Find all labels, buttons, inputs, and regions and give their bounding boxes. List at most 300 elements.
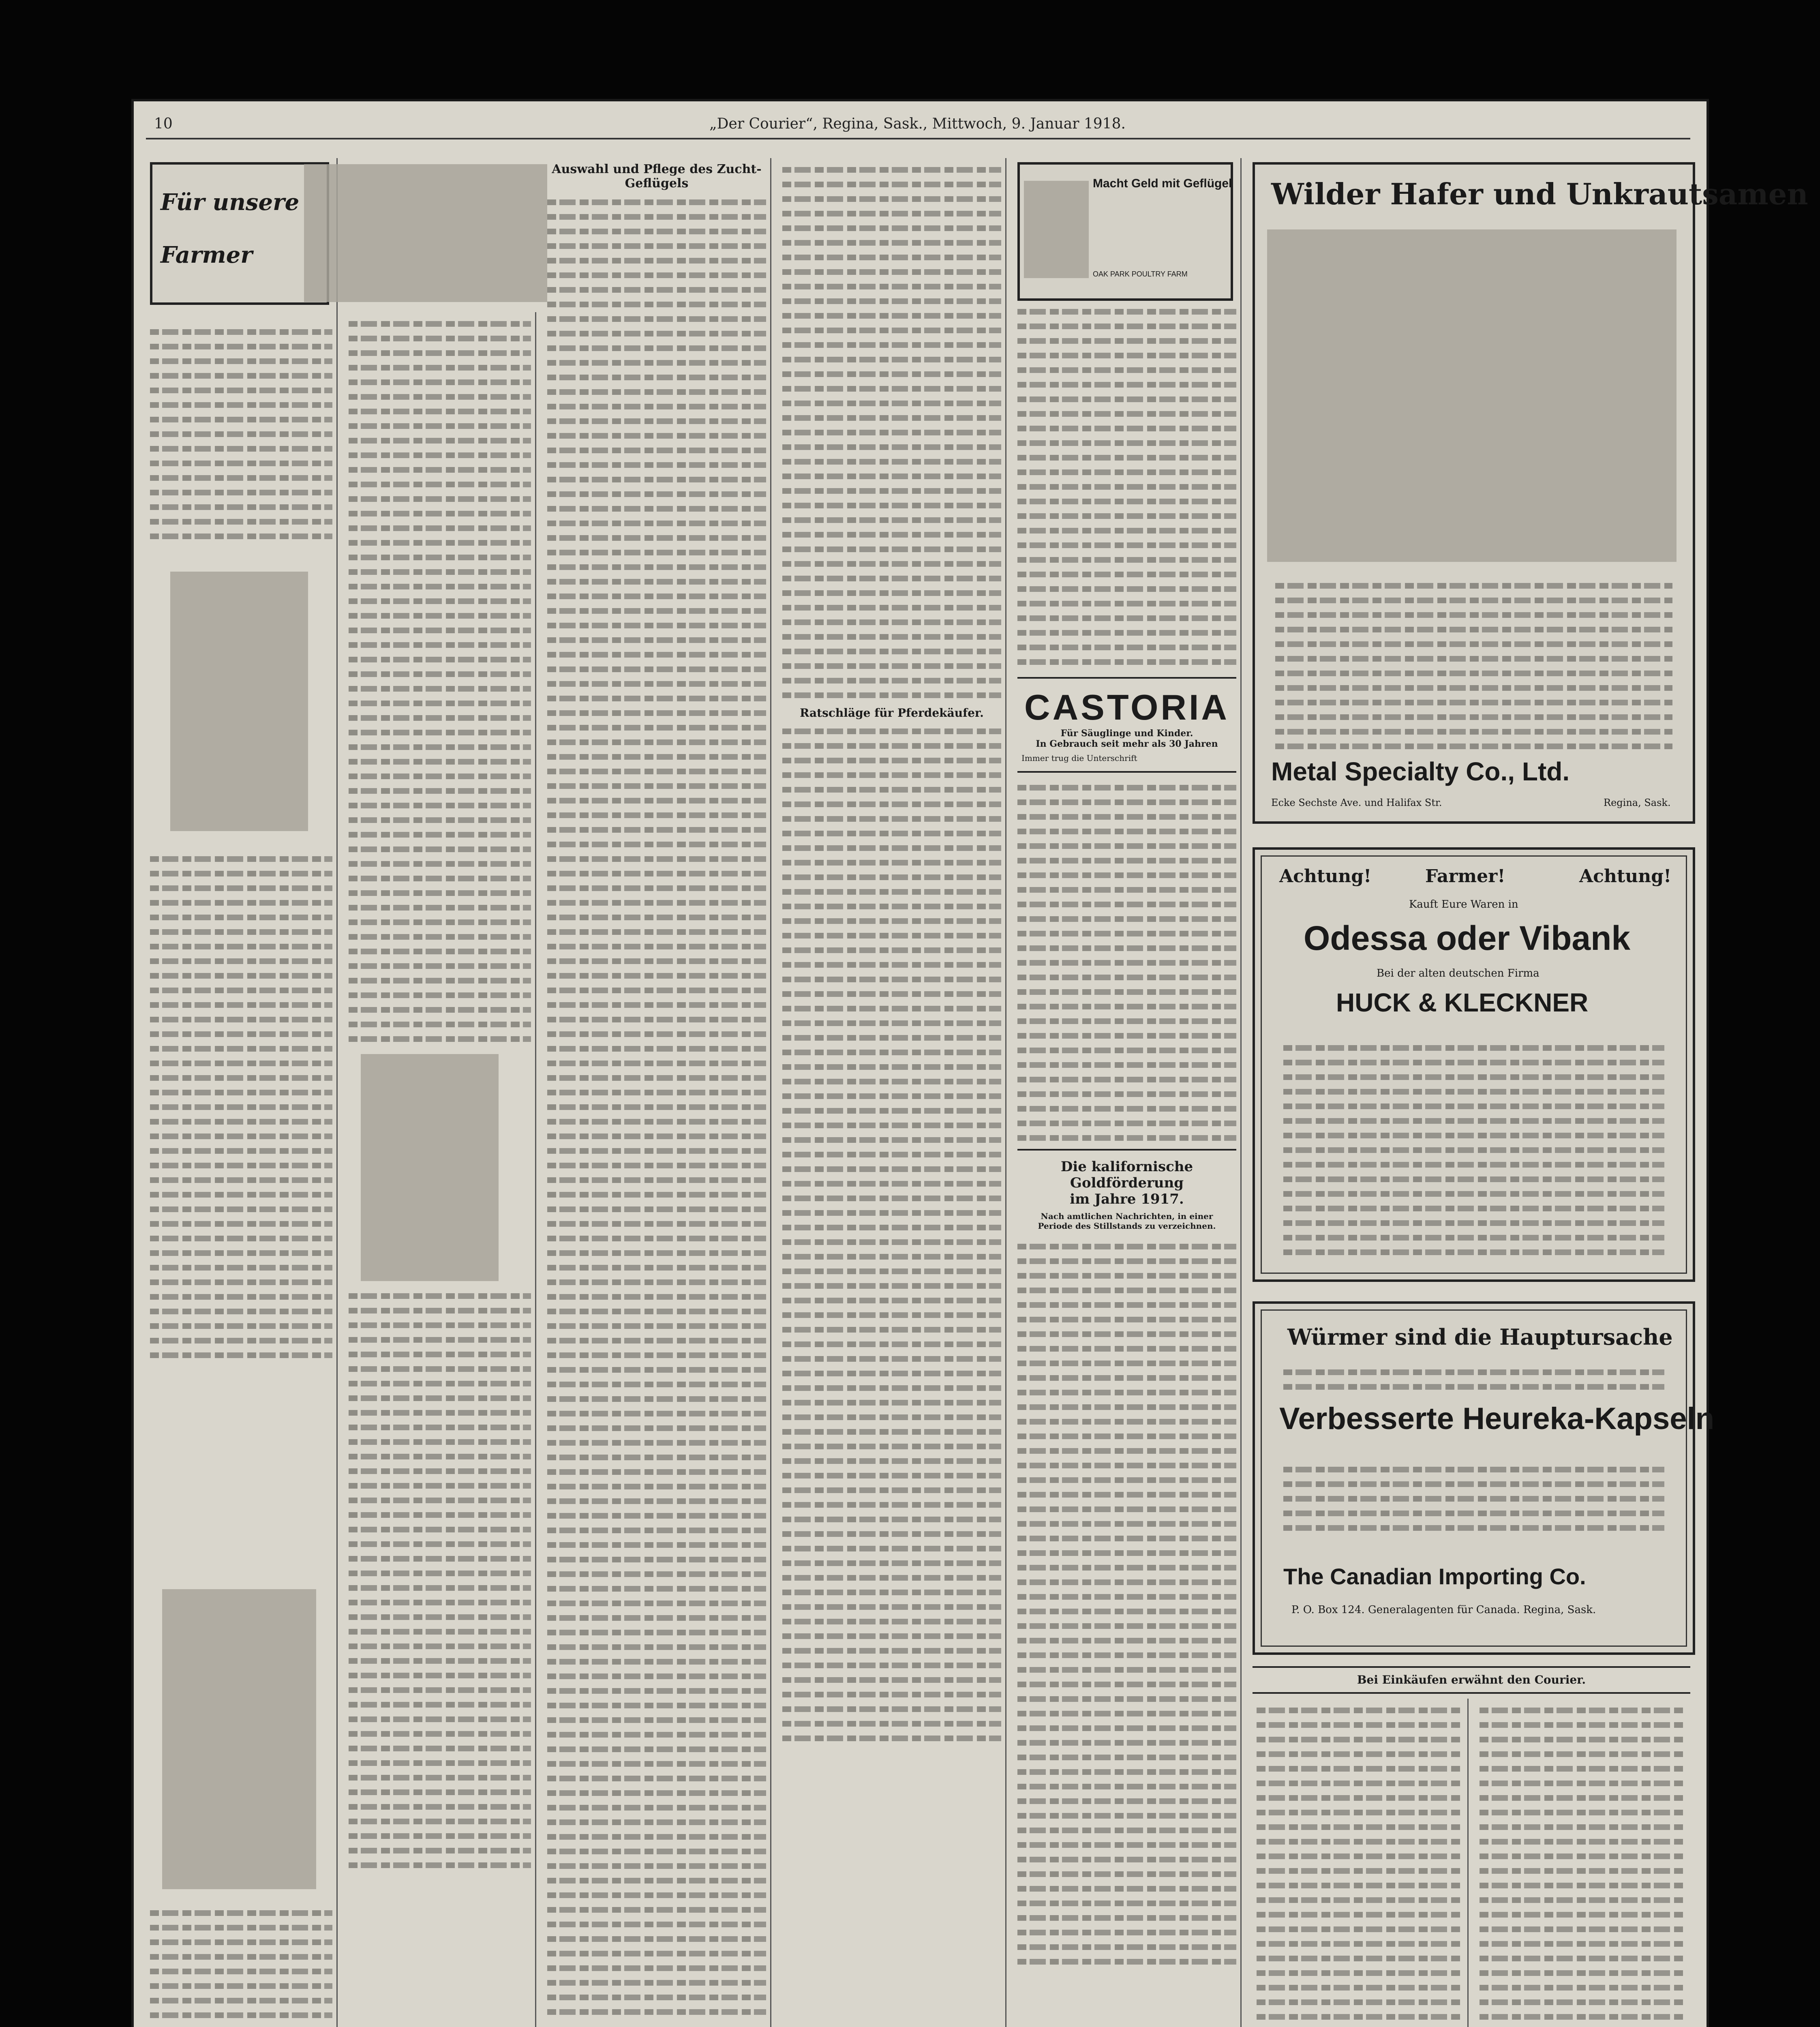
text-line [1257,1781,1463,1786]
text-line [547,258,766,264]
heureka-address: P. O. Box 124. Generalagenten für Canada. Regina, Sask. [1291,1604,1596,1616]
text-line [1283,1045,1664,1051]
text-line [782,1137,1001,1143]
text-line [1017,1091,1236,1097]
text-line [349,657,531,662]
text-line [1257,1912,1463,1918]
text-line [782,1210,1001,1216]
text-line [782,619,1001,625]
text-line [782,933,1001,939]
text-line [547,1309,766,1314]
text-line [782,1064,1001,1070]
text-line [349,1658,531,1664]
text-line [1017,1944,1236,1950]
text-line [1275,656,1672,662]
text-line [1017,1565,1236,1571]
text-line [547,1601,766,1606]
text-line [349,1483,531,1489]
castoria-brand: CASTORIA [1024,687,1229,727]
text-line [547,1133,766,1139]
text-line [547,608,766,614]
text-line [1017,1550,1236,1556]
text-line [782,444,1001,450]
text-line [349,569,531,575]
text-line [547,477,766,482]
text-line [1017,1609,1236,1614]
text-line [150,988,332,993]
text-line [782,1429,1001,1435]
text-line [1283,1249,1664,1255]
text-line [150,1163,332,1168]
text-line [1017,615,1236,621]
text-line [349,540,531,546]
text-line [547,900,766,906]
text-line [1017,872,1236,878]
text-line [1275,598,1672,603]
hafer-ad-company: Metal Specialty Co., Ltd. [1271,757,1570,786]
text-line [547,1279,766,1285]
text-line [782,845,1001,851]
text-line [547,1746,766,1752]
text-line [547,798,766,804]
text-line [1017,1317,1236,1322]
text-line [547,973,766,979]
text-line [782,1356,1001,1362]
text-line [1017,1813,1236,1819]
text-line [349,394,531,400]
text-line [782,342,1001,348]
text-line [782,1706,1001,1712]
text-line [1480,1708,1686,1713]
text-line [782,962,1001,968]
text-line [1480,1853,1686,1859]
text-line [782,758,1001,763]
text-line [1480,1912,1686,1918]
text-line [782,1239,1001,1245]
gold-subtitle: Nach amtlichen Nachrichten, in einer Periode des Stillstands zu verzeichnen. [1038,1211,1216,1231]
text-line [1275,612,1672,618]
illustration-winter-scene [304,164,547,302]
text-line [1017,1492,1236,1498]
text-line [1283,1369,1664,1375]
text-line [547,521,766,526]
text-line [150,1133,332,1139]
text-line [782,1385,1001,1391]
text-line [782,1298,1001,1303]
text-line [547,1031,766,1037]
text-line [1257,1999,1463,2005]
heureka-ad-body [1279,1458,1668,1531]
text-line [349,584,531,589]
text-line [1017,1302,1236,1308]
text-line [150,944,332,949]
text-line [349,1731,531,1737]
text-line [547,1177,766,1183]
text-line [782,743,1001,749]
text-line [1283,1467,1664,1472]
text-line [150,1998,332,2003]
text-line [782,1079,1001,1084]
text-line [1017,601,1236,606]
text-line [547,1075,766,1081]
text-line [547,1323,766,1329]
text-line [547,754,766,760]
text-line [349,1848,531,1853]
text-line [547,1542,766,1548]
text-line [782,1663,1001,1668]
text-line [349,1571,531,1576]
text-line [547,652,766,658]
odessa-ad [1253,847,1695,1282]
text-line [782,1633,1001,1639]
text-line [349,1454,531,1459]
text-line [1017,1033,1236,1039]
text-line [547,1455,766,1460]
text-line [547,1221,766,1227]
text-line [547,725,766,731]
gold-title-line2: im Jahre 1917. [1070,1191,1184,1207]
text-line [1257,1722,1463,1728]
text-line [1017,1769,1236,1775]
text-line [349,467,531,473]
text-line [1283,1147,1664,1153]
text-line [782,1444,1001,1449]
text-line [1017,426,1236,431]
text-line [1283,1176,1664,1182]
text-line [547,637,766,643]
text-line [547,1776,766,1781]
text-line [150,1206,332,1212]
text-line [150,958,332,964]
text-line [1480,1839,1686,1845]
text-line [1283,1496,1664,1502]
text-line [1017,1959,1236,1965]
text-line [1017,353,1236,358]
text-line [150,519,332,525]
text-line [547,462,766,468]
poultry-ad [1017,162,1233,301]
text-line [1275,729,1672,735]
text-line [782,1283,1001,1289]
text-line [1257,1970,1463,1976]
feature-title-line1: Für unsere [161,189,300,216]
text-line [1275,671,1672,676]
text-line [1275,744,1672,749]
masthead-rule [146,138,1690,139]
text-line [782,1327,1001,1333]
text-line [349,525,531,531]
text-line [1480,1751,1686,1757]
castoria-line2: In Gebrauch seit mehr als 30 Jahren [1036,739,1218,749]
text-line [782,977,1001,982]
text-line [1017,1798,1236,1804]
text-line [1017,1390,1236,1395]
text-line [1480,1941,1686,1947]
text-line [1017,1375,1236,1381]
text-line [1017,1346,1236,1352]
text-line [782,1093,1001,1099]
hafer-ad-city: Regina, Sask. [1604,797,1671,808]
column-7 [1475,1699,1690,2027]
text-line [349,613,531,619]
text-line [1257,1941,1463,1947]
text-line [547,1469,766,1475]
text-line [349,1746,531,1751]
text-line [1017,1463,1236,1468]
text-line [547,389,766,395]
text-line [150,856,332,862]
text-line [547,1878,766,1883]
text-line [150,1338,332,1343]
text-line [547,1834,766,1840]
text-line [1017,1784,1236,1789]
text-line [1017,1842,1236,1848]
text-line [349,511,531,516]
text-line [1017,1930,1236,1935]
masthead-title: „Der Courier“, Regina, Sask., Mittwoch, 9. Januar 1918. [709,115,1126,132]
text-line [1480,1737,1686,1742]
text-line [782,904,1001,909]
text-line [1257,1985,1463,1991]
text-line [150,329,332,335]
text-line [1480,1722,1686,1728]
text-line [547,1805,766,1811]
text-line [1017,1062,1236,1068]
text-line [1017,1106,1236,1112]
text-line [1257,1824,1463,1830]
text-line [150,461,332,466]
text-line [1017,1594,1236,1600]
text-line [349,1410,531,1416]
text-line [547,448,766,453]
text-line [782,284,1001,289]
text-line [1480,1970,1686,1976]
text-line [547,345,766,351]
text-line [782,831,1001,836]
text-line [349,1643,531,1649]
text-line [349,1819,531,1824]
text-line [782,1268,1001,1274]
text-line [1017,1857,1236,1862]
text-line [782,1473,1001,1478]
text-line [547,1104,766,1110]
text-line [1257,1926,1463,1932]
text-line [547,1061,766,1066]
hafer-ad [1253,162,1808,824]
text-line [1480,1824,1686,1830]
text-line [782,1619,1001,1624]
text-line [1017,1740,1236,1746]
text-line [1283,1525,1664,1531]
text-line [1257,1883,1463,1888]
text-line [349,1439,531,1445]
text-line [782,211,1001,216]
text-line [547,594,766,599]
text-line [1017,1579,1236,1585]
text-line [1017,324,1236,329]
text-line [782,357,1001,362]
text-line [782,729,1001,734]
text-line [782,663,1001,669]
text-line [547,1732,766,1738]
text-line [547,1673,766,1679]
text-line [1017,843,1236,849]
text-line [547,1192,766,1198]
text-line [547,491,766,497]
text-line [150,973,332,979]
text-line [1017,1273,1236,1279]
text-line [1017,659,1236,665]
text-line [349,336,531,341]
text-line [150,388,332,393]
text-line [782,503,1001,508]
text-line [1017,1521,1236,1527]
text-line [547,550,766,555]
text-line [782,918,1001,924]
text-line [349,963,531,969]
text-line [1283,1206,1664,1211]
text-line [150,402,332,408]
text-line [782,1502,1001,1508]
text-line [1017,586,1236,592]
text-line [547,404,766,409]
text-line [1017,645,1236,650]
text-line [150,1939,332,1945]
text-line [349,978,531,984]
text-line [1017,469,1236,475]
text-line [547,1995,766,2000]
text-line [547,1790,766,1796]
text-line [782,1590,1001,1595]
text-line [782,298,1001,304]
text-line [547,710,766,716]
text-line [782,1020,1001,1026]
text-line [349,1804,531,1810]
text-line [349,1007,531,1013]
text-line [1275,714,1672,720]
text-line [547,856,766,862]
text-line [1017,814,1236,820]
text-line [547,842,766,847]
text-line [1017,1135,1236,1141]
text-line [547,1557,766,1562]
text-line [547,287,766,293]
hafer-ad-address: Ecke Sechste Ave. und Halifax Str. [1271,797,1442,808]
text-line [782,801,1001,807]
text-line [349,642,531,648]
text-line [1257,1751,1463,1757]
text-line [547,1090,766,1095]
text-line [349,788,531,794]
text-line [150,446,332,452]
text-line [150,1177,332,1183]
text-line [782,1035,1001,1041]
text-line [547,1002,766,1008]
text-line [547,1644,766,1650]
text-line [1257,1737,1463,1742]
text-line [782,255,1001,260]
text-line [150,1192,332,1198]
text-line [547,1761,766,1767]
text-line [349,876,531,881]
text-line [547,1206,766,1212]
text-line [349,774,531,779]
text-line [1017,1638,1236,1643]
text-line [547,1513,766,1519]
odessa-line1: Kauft Eure Waren in [1409,898,1518,911]
text-line [547,958,766,964]
text-line [782,371,1001,377]
text-line [349,1381,531,1386]
text-line [547,988,766,993]
text-line [782,474,1001,479]
text-line [150,1061,332,1066]
text-line [547,199,766,205]
text-line [782,240,1001,246]
text-line [349,1629,531,1635]
text-line [782,430,1001,435]
castoria-ad [1017,677,1236,773]
text-line [1017,1121,1236,1126]
text-line [547,666,766,672]
courier-notice [1253,1666,1690,1694]
text-line [1283,1384,1664,1390]
text-line [150,431,332,437]
column-1-text-bottom [146,1901,336,2027]
text-line [547,1425,766,1431]
text-line [1017,309,1236,315]
text-line [349,1556,531,1562]
odessa-attention-3: Achtung! [1579,866,1672,887]
text-line [1017,499,1236,504]
text-line [150,1002,332,1008]
text-line [547,1265,766,1271]
text-line [1283,1191,1664,1197]
text-line [782,1604,1001,1610]
text-line [1480,2014,1686,2020]
text-line [150,1148,332,1154]
text-line [1283,1103,1664,1109]
feature-title-box [150,162,329,305]
text-line [547,1849,766,1854]
text-line [1017,572,1236,577]
text-line [349,1527,531,1532]
text-line [1017,484,1236,490]
text-line [782,649,1001,654]
text-line [547,1528,766,1533]
text-line [349,452,531,458]
text-line [1283,1481,1664,1487]
text-line [1283,1511,1664,1516]
text-line [1257,2014,1463,2020]
text-line [547,1819,766,1825]
text-line [1017,1667,1236,1673]
poultry-ad-footer: OAK PARK POULTRY FARM [1093,270,1188,278]
text-line [349,1673,531,1678]
text-line [349,1425,531,1430]
text-line [1283,1133,1664,1138]
column-3 [543,158,771,2027]
text-line [349,730,531,735]
text-line [782,1546,1001,1551]
text-line [1480,1868,1686,1874]
text-line [150,1352,332,1358]
text-line [547,769,766,774]
text-line [547,885,766,891]
text-line [782,1736,1001,1741]
text-line [547,1017,766,1022]
text-line [1257,1708,1463,1713]
